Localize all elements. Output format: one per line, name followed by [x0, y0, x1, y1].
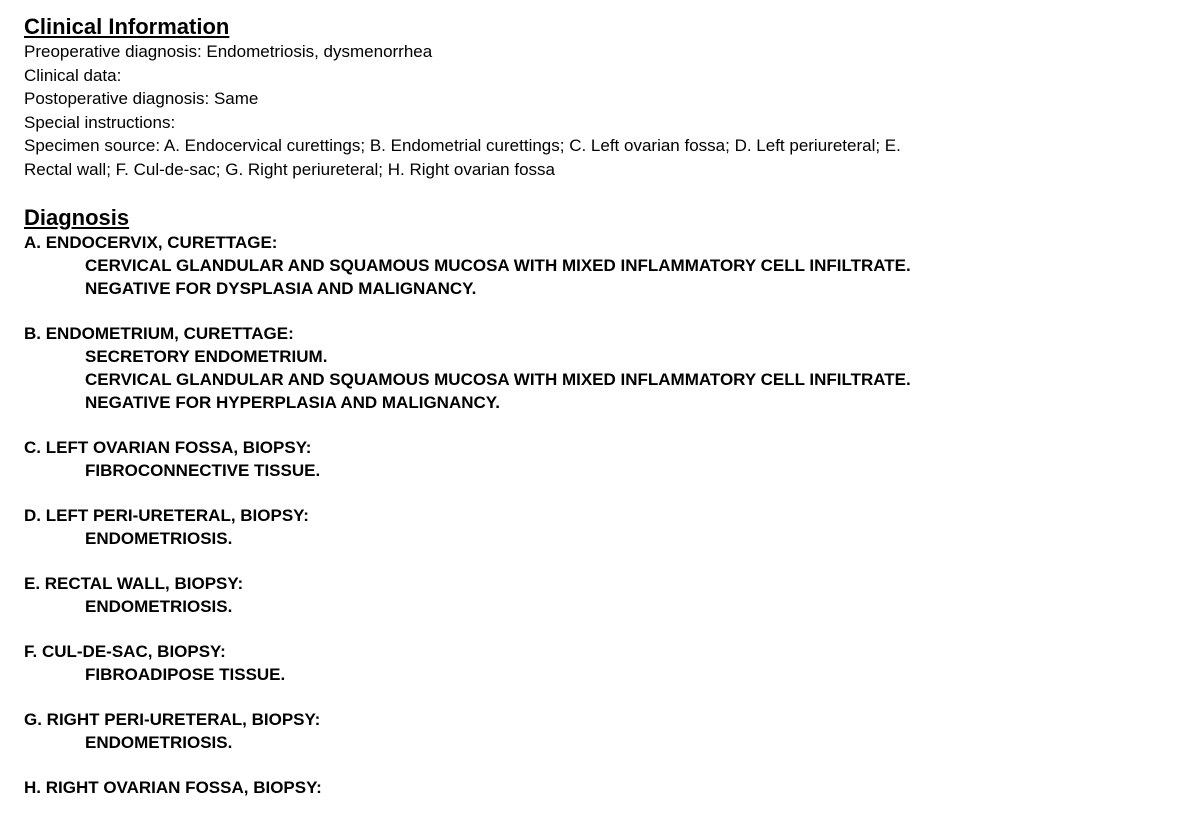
diagnosis-finding: ENDOMETRIOSIS. [85, 529, 233, 548]
diagnosis-finding: CERVICAL GLANDULAR AND SQUAMOUS MUCOSA WITH MIXED INFLAMMATORY CELL INFILTRATE. [85, 256, 911, 275]
diagnosis-heading: Diagnosis [24, 205, 130, 230]
diagnosis-item-heading: E. RECTAL WALL, BIOPSY: [24, 574, 244, 593]
diagnosis-finding: NEGATIVE FOR HYPERPLASIA AND MALIGNANCY. [85, 393, 500, 412]
diagnosis-finding: CERVICAL GLANDULAR AND SQUAMOUS MUCOSA WITH MIXED INFLAMMATORY CELL INFILTRATE. [85, 370, 911, 389]
diagnosis-finding: SECRETORY ENDOMETRIUM. [85, 347, 328, 366]
pathology-report [24, 14, 1174, 821]
diagnosis-item-heading: A. ENDOCERVIX, CURETTAGE: [24, 233, 278, 252]
specimen-source-line-continued: Rectal wall; F. Cul-de-sac; G. Right periureteral; H. Right ovarian fossa [24, 159, 555, 179]
diagnosis-item-h [24, 776, 1174, 799]
clinical-information-lines [24, 40, 1174, 181]
diagnosis-item-heading: F. CUL-DE-SAC, BIOPSY: [24, 642, 226, 661]
diagnosis-item-d [24, 504, 1174, 550]
diagnosis-finding: ENDOMETRIOSIS. [85, 733, 233, 752]
postoperative-diagnosis-line: Postoperative diagnosis: Same [24, 89, 259, 108]
diagnosis-item-heading: G. RIGHT PERI-URETERAL, BIOPSY: [24, 710, 321, 729]
diagnosis-item-heading: D. LEFT PERI-URETERAL, BIOPSY: [24, 506, 309, 525]
diagnosis-section [24, 205, 1174, 799]
diagnosis-item-heading: H. RIGHT OVARIAN FOSSA, BIOPSY: [24, 778, 322, 797]
diagnosis-finding: ENDOMETRIOSIS. [85, 597, 233, 616]
clinical-information-section [24, 14, 1174, 181]
diagnosis-item-a [24, 231, 1174, 300]
diagnosis-finding: FIBROCONNECTIVE TISSUE. [85, 461, 321, 480]
diagnosis-item-c [24, 436, 1174, 482]
diagnosis-item-f [24, 640, 1174, 686]
diagnosis-item-e [24, 572, 1174, 618]
special-instructions-line: Special instructions: [24, 112, 176, 132]
clinical-information-heading: Clinical Information [24, 14, 230, 39]
diagnosis-item-g [24, 708, 1174, 754]
diagnosis-finding: FIBROADIPOSE TISSUE. [85, 665, 286, 684]
diagnosis-item-b [24, 322, 1174, 414]
clinical-data-line: Clinical data: [24, 65, 122, 85]
specimen-source-line: Specimen source: A. Endocervical curettings; B. Endometrial curettings; C. Left ovarian fossa; D. Left periureteral; E. [24, 136, 901, 155]
diagnosis-item-heading: C. LEFT OVARIAN FOSSA, BIOPSY: [24, 438, 312, 457]
diagnosis-item-heading: B. ENDOMETRIUM, CURETTAGE: [24, 324, 294, 343]
preoperative-diagnosis-line: Preoperative diagnosis: Endometriosis, dysmenorrhea [24, 42, 433, 61]
diagnosis-finding: NEGATIVE FOR DYSPLASIA AND MALIGNANCY. [85, 279, 477, 298]
